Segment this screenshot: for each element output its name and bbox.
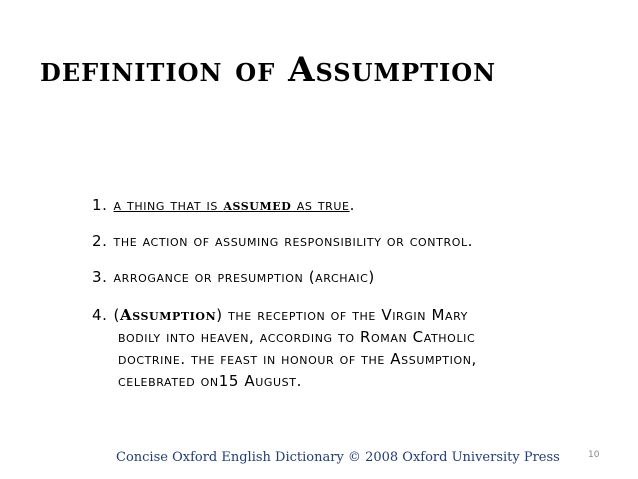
definition-paren: ( (113, 306, 120, 324)
definition-text: as true (291, 196, 350, 214)
definition-item-4 (92, 304, 592, 392)
item-number: 3. (92, 268, 108, 286)
definition-text: ) the reception of the Virgin Mary (216, 306, 468, 324)
item-number: 4. (92, 306, 108, 324)
definition-text: the action of assuming responsibility or control. (113, 232, 474, 250)
item-number: 1. (92, 196, 108, 214)
definition-punctuation: . (349, 196, 355, 214)
definition-item-1 (92, 196, 592, 232)
definition-item-3 (92, 268, 592, 304)
definition-term: Assumption (119, 306, 217, 324)
definition-text-line: celebrated on15 August. (118, 372, 302, 390)
item-number: 2. (92, 232, 108, 250)
definitions-list (92, 196, 592, 392)
source-citation: Concise Oxford English Dictionary © 2008 Oxford University Press (116, 450, 560, 465)
definition-item-2 (92, 232, 592, 268)
definition-term: assumed (223, 196, 292, 214)
definition-text: a thing that is (113, 196, 224, 214)
definition-text-line: doctrine. the feast in honour of the Assumption, (118, 350, 477, 368)
slide-title: definition of Assumption (40, 50, 497, 90)
definition-text: arrogance or presumption (archaic) (113, 268, 375, 286)
page-number: 10 (588, 450, 600, 460)
definition-text-line: bodily into heaven, according to Roman Catholic (118, 328, 476, 346)
